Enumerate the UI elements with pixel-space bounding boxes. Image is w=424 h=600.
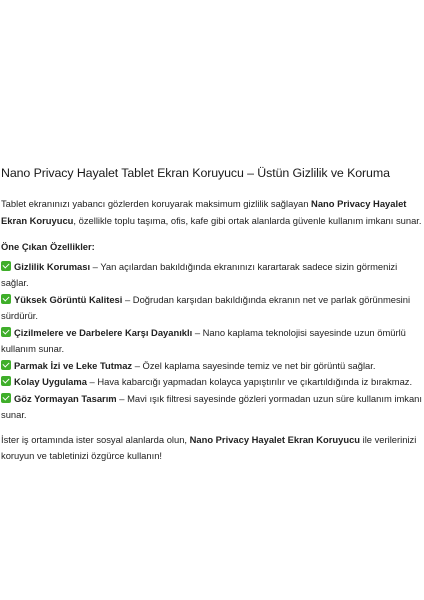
- check-mark-icon: [1, 360, 11, 370]
- feature-title: Çizilmelere ve Darbelere Karşı Dayanıklı: [14, 326, 193, 338]
- feature-text: – Özel kaplama sayesinde temiz ve net bir görüntü sağlar.: [132, 359, 376, 371]
- intro-paragraph: [1, 196, 423, 229]
- feature-text: – Yan açılardan bakıldığında ekranınızı karartarak sadece sizin görmenizi sağlar.: [1, 260, 398, 288]
- list-item: [1, 391, 423, 424]
- feature-text: – Mavi ışık filtresi sayesinde gözleri yormadan uzun süre kullanım imkanı sunar.: [1, 392, 422, 420]
- outro-paragraph: [1, 432, 423, 465]
- list-item: [1, 358, 423, 375]
- feature-title: Kolay Uygulama: [14, 376, 87, 387]
- list-item: [1, 374, 423, 391]
- feature-title: Göz Yormayan Tasarım: [14, 392, 117, 404]
- check-mark-icon: [1, 327, 11, 337]
- features-heading: Öne Çıkan Özellikler:: [1, 241, 95, 252]
- feature-title: Yüksek Görüntü Kalitesi: [14, 293, 123, 305]
- features-list: [1, 259, 423, 424]
- feature-title: Gizlilik Koruması: [14, 260, 91, 272]
- outro-product-name: Nano Privacy Hayalet Ekran Koruyucu: [189, 433, 361, 445]
- product-description: [0, 164, 424, 465]
- feature-title: Parmak İzi ve Leke Tutmaz: [14, 359, 133, 371]
- list-item: [1, 325, 423, 358]
- intro-text-before: Tablet ekranınızı yabancı gözlerden koruyarak maksimum gizlilik sağlayan: [1, 198, 312, 209]
- outro-text-before: İster iş ortamında ister sosyal alanlarda olun,: [1, 433, 190, 445]
- check-mark-icon: [1, 294, 11, 304]
- outro-text-after: ile verilerinizi koruyun ve tabletinizi özgürce kullanın!: [1, 433, 417, 461]
- intro-product-name: Nano Privacy Hayalet Ekran Koruyucu: [1, 198, 407, 226]
- intro-text-after: , özellikle toplu taşıma, ofis, kafe gibi ortak alanlarda güvenle kullanım imkanı sunar.: [73, 214, 422, 226]
- feature-text: – Nano kaplama teknolojisi sayesinde uzun ömürlü kullanım sunar.: [1, 326, 406, 354]
- list-item: [1, 259, 423, 292]
- feature-text: – Doğrudan karşıdan bakıldığında ekranın net ve parlak görünmesini sürdürür.: [1, 293, 411, 321]
- check-mark-icon: [1, 261, 11, 271]
- feature-text: – Hava kabarcığı yapmadan kolayca yapıştırılır ve çıkartıldığında iz bırakmaz.: [86, 376, 413, 387]
- check-mark-icon: [1, 376, 11, 386]
- page-title: Nano Privacy Hayalet Tablet Ekran Koruyucu – Üstün Gizlilik ve Koruma: [1, 166, 390, 180]
- list-item: [1, 292, 423, 325]
- check-mark-icon: [1, 393, 11, 403]
